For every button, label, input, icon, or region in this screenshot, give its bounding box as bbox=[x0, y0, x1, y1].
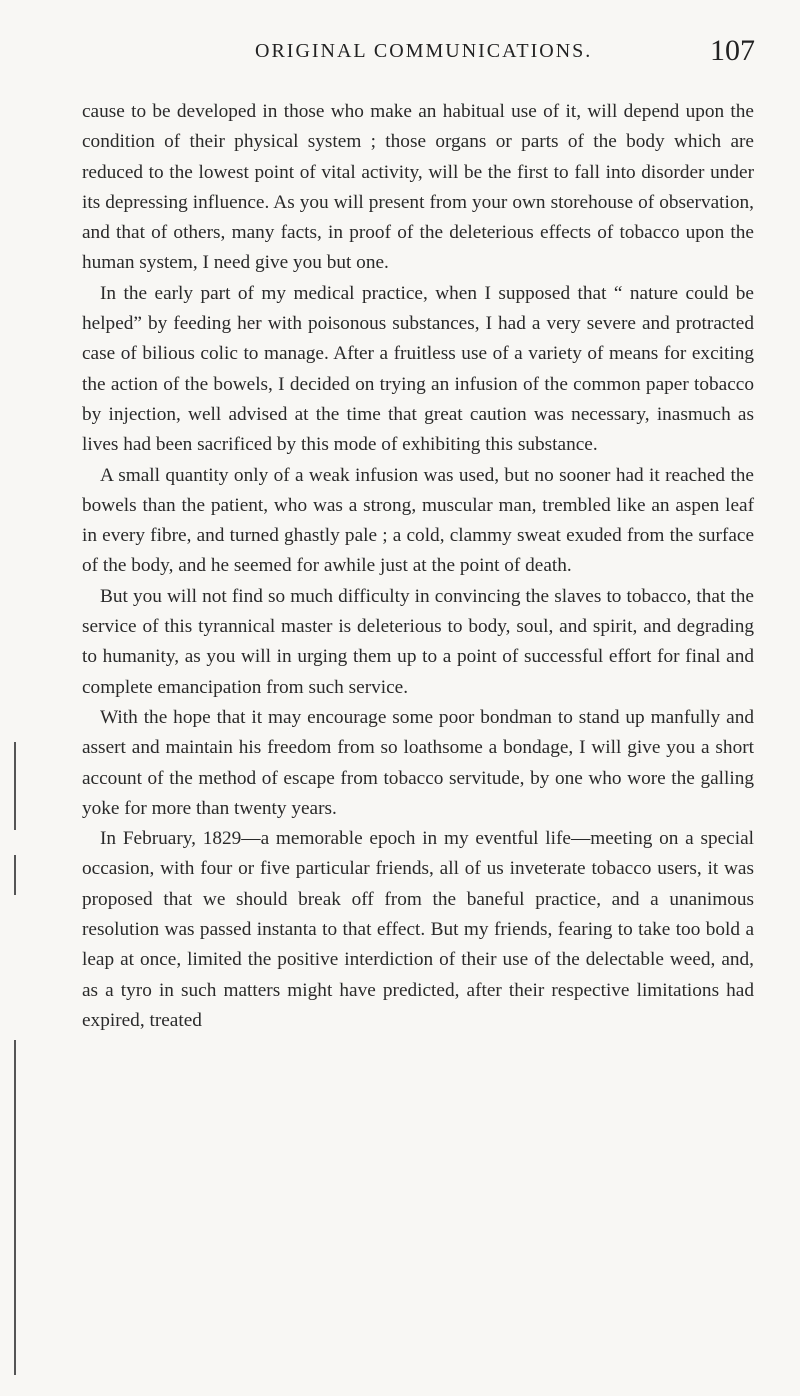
paragraph: In February, 1829—a memorable epoch in my eventful life—meeting on a special occasion, with four or five particular friends, all of us inveterate tobacco users, it was proposed that we should break off from the baneful practice, and a unanimous resolution was passed instanta to that effect. But my friends, fearing to take too bold a leap at once, limited the positive interdiction of their use of the delectable weed, and, as a tyro in such matters might have predicted, after their respective limitations had expired, treated bbox=[82, 828, 754, 1031]
margin-rule bbox=[14, 855, 16, 895]
paragraph: cause to be developed in those who make an habitual use of it, will depend upon the condition of their physical system ; those organs or parts of the body which are reduced to the lowest point of vital activity, will be the first to fall into disorder under its depressing influence. As you will present from your own storehouse of observation, and that of others, many facts, in proof of the deleterious effects of tobacco upon the human system, I need give you but one. bbox=[82, 101, 754, 274]
body-text bbox=[82, 97, 754, 1036]
running-head: ORIGINAL COMMUNICATIONS. bbox=[255, 40, 593, 62]
paragraph: A small quantity only of a weak infusion was used, but no sooner had it reached the bowels than the patient, who was a strong, muscular man, trembled like an aspen leaf in every fibre, and turned ghastly pale ; a cold, clammy sweat exuded from the surface of the body, and he seemed for awhile just at the point of death. bbox=[82, 464, 754, 577]
margin-rule bbox=[14, 742, 16, 830]
page-number: 107 bbox=[710, 34, 755, 67]
paragraph: But you will not find so much difficulty in convincing the slaves to tobacco, that the service of this tyrannical master is deleterious to body, soul, and spirit, and degrading to humanity, as you will in urging them up to a point of successful effort for final and complete emancipation from such service. bbox=[82, 585, 754, 698]
page-header bbox=[80, 34, 755, 80]
margin-rule bbox=[14, 1040, 16, 1375]
paragraph: With the hope that it may encourage some poor bondman to stand up manfully and assert and maintain his freedom from so loathsome a bondage, I will give you a short account of the method of escape from tobacco servitude, by one who wore the galling yoke for more than twenty years. bbox=[82, 706, 754, 819]
paragraph: In the early part of my medical practice, when I supposed that “ nature could be helped” by feeding her with poisonous substances, I had a very severe and protracted case of bilious colic to manage. After a fruitless use of a variety of means for exciting the action of the bowels, I decided on trying an infusion of the common paper tobacco by injection, well advised at the time that great caution was necessary, inasmuch as lives had been sacrificed by this mode of exhibiting this substance. bbox=[82, 282, 754, 456]
